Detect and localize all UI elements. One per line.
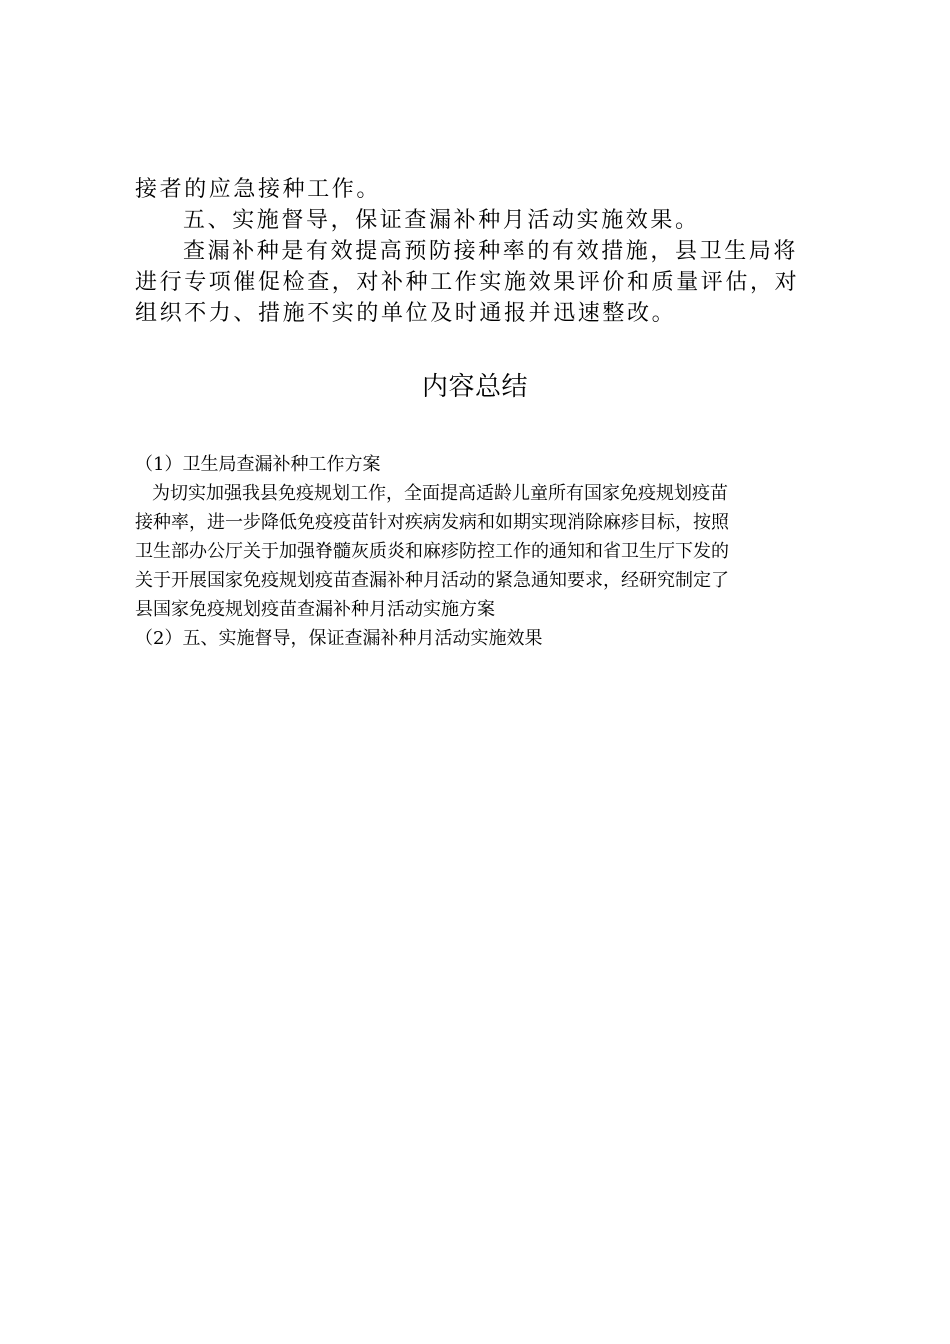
body-text-block <box>135 174 823 329</box>
body-line: 组织不力、措施不实的单位及时通报并迅速整改。 <box>135 301 677 326</box>
summary-line: 关于开展国家免疫规划疫苗查漏补种月活动的紧急通知要求，经研究制定了 <box>135 570 729 591</box>
summary-item-heading: （2）五、实施督导，保证查漏补种月活动实施效果 <box>135 628 543 649</box>
summary-line: 为切实加强我县免疫规划工作，全面提高适龄儿童所有国家免疫规划疫苗 <box>152 483 728 504</box>
summary-line: 卫生部办公厅关于加强脊髓灰质炎和麻疹防控工作的通知和省卫生厅下发的 <box>135 541 729 562</box>
summary-block <box>135 450 825 653</box>
summary-item-heading: （1）卫生局查漏补种工作方案 <box>135 454 381 475</box>
summary-line: 接种率，进一步降低免疫疫苗针对疾病发病和如期实现消除麻疹目标，按照 <box>135 512 729 533</box>
summary-title: 内容总结 <box>421 372 528 402</box>
body-line: 接者的应急接种工作。 <box>135 177 382 202</box>
body-line: 进行专项催促检查，对补种工作实施效果评价和质量评估，对 <box>135 270 800 295</box>
section-heading: 五、实施督导，保证查漏补种月活动实施效果。 <box>183 208 700 233</box>
summary-line: 县国家免疫规划疫苗查漏补种月活动实施方案 <box>135 599 495 620</box>
body-line: 查漏补种是有效提高预防接种率的有效措施，县卫生局将 <box>183 239 799 264</box>
